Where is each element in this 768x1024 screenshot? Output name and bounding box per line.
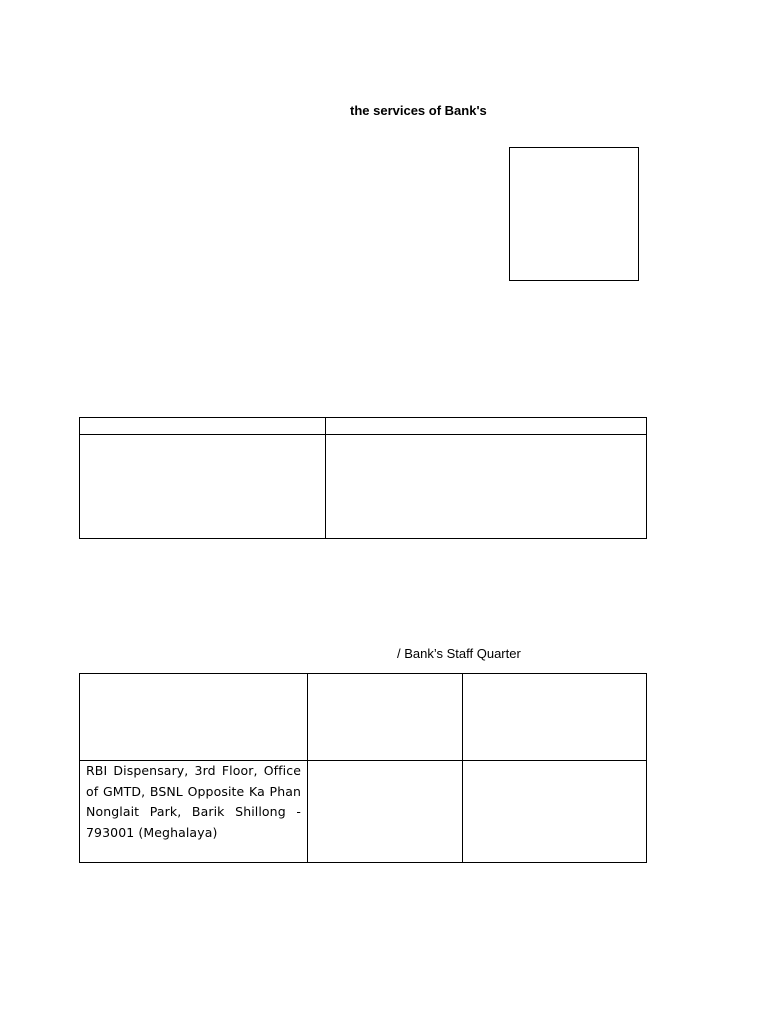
dispensary-table-cell	[463, 674, 647, 761]
dispensary-table-row	[80, 761, 647, 863]
dispensary-address: RBI Dispensary, 3rd Floor, Office of GMTD, BSNL Opposite Ka Phan Nonglait Park, Barik Shillong - 793001 (Meghalaya)	[86, 763, 301, 840]
details-table-header-row	[80, 418, 647, 435]
dispensary-table-cell	[80, 674, 308, 761]
staff-quarter-label: / Bank’s Staff Quarter	[397, 646, 521, 661]
details-table-row	[80, 435, 647, 539]
details-table	[79, 417, 647, 539]
details-table-cell	[326, 418, 647, 435]
photo-box	[509, 147, 639, 281]
details-table-cell	[80, 418, 326, 435]
dispensary-table-cell	[80, 761, 308, 863]
dispensary-table-header-row	[80, 674, 647, 761]
details-table-cell	[326, 435, 647, 539]
dispensary-table-cell	[308, 761, 463, 863]
details-table-cell	[80, 435, 326, 539]
page-heading: the services of Bank's	[350, 103, 487, 118]
dispensary-table-cell	[463, 761, 647, 863]
dispensary-table	[79, 673, 647, 863]
dispensary-table-cell	[308, 674, 463, 761]
